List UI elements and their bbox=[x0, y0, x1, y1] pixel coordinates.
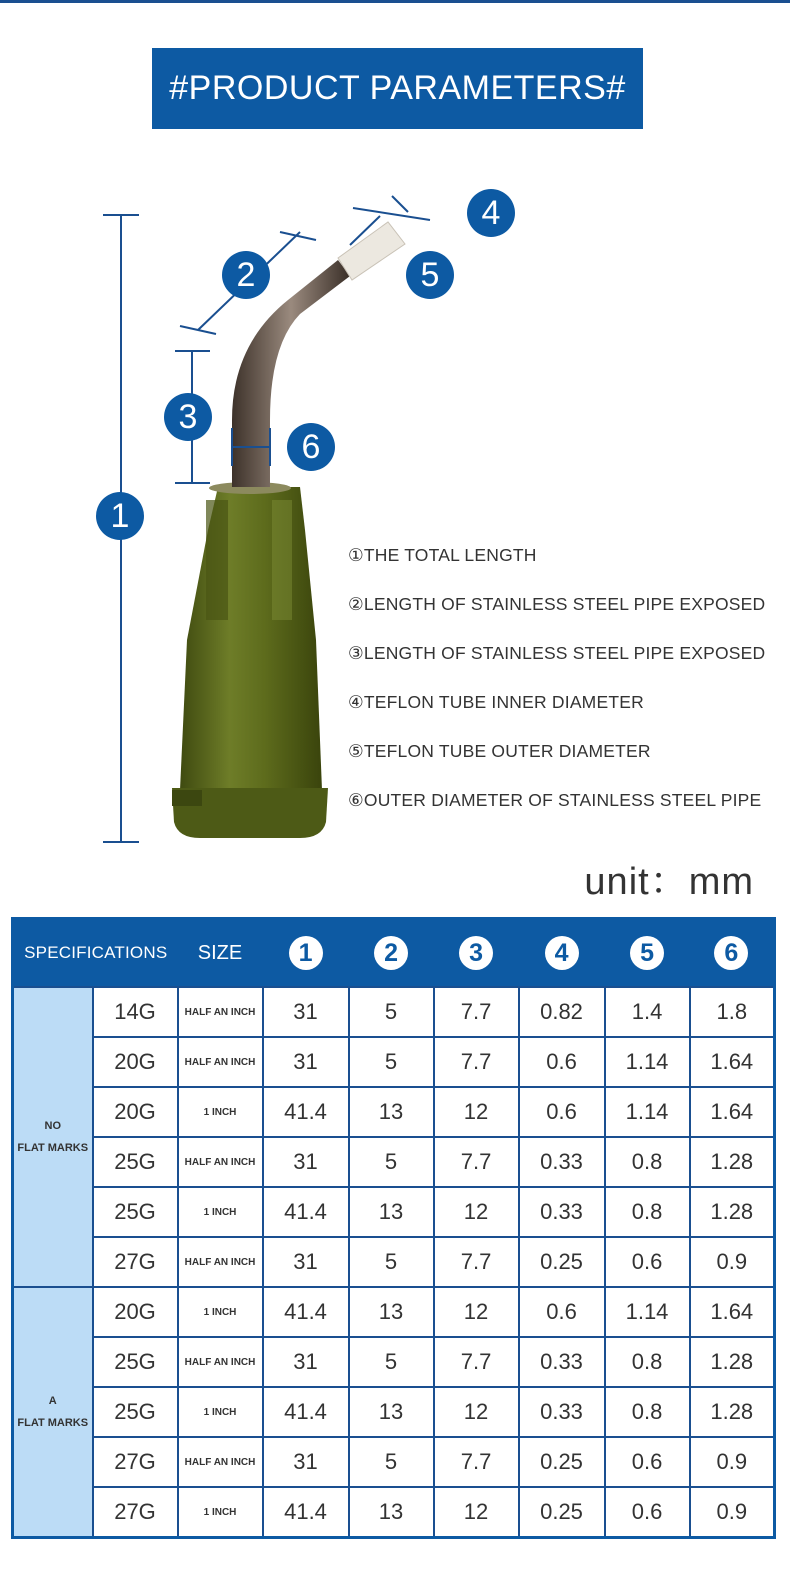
total-length-cell: 31 bbox=[263, 987, 349, 1037]
group-label-cell bbox=[13, 987, 93, 1287]
gauge-cell: 27G bbox=[93, 1237, 178, 1287]
straight-pipe-cell: 7.7 bbox=[434, 1237, 519, 1287]
pipe-diameter-cell: 1.64 bbox=[690, 1087, 775, 1137]
pipe-diameter-cell: 1.28 bbox=[690, 1337, 775, 1387]
callout-2: 2 bbox=[222, 251, 270, 299]
group-label-line2: FLAT MARKS bbox=[17, 1142, 89, 1154]
table-row bbox=[13, 1237, 775, 1287]
total-length-cell: 31 bbox=[263, 1437, 349, 1487]
teflon-outer-cell: 1.4 bbox=[605, 987, 690, 1037]
header-num-3: 3 bbox=[459, 936, 493, 970]
header-num-2: 2 bbox=[374, 936, 408, 970]
straight-pipe-cell: 12 bbox=[434, 1387, 519, 1437]
pipe-diameter-cell: 0.9 bbox=[690, 1237, 775, 1287]
table-row bbox=[13, 987, 775, 1037]
page-title: #PRODUCT PARAMETERS# bbox=[152, 48, 643, 129]
callout-6: 6 bbox=[287, 423, 335, 471]
pipe-diameter-cell: 0.9 bbox=[690, 1487, 775, 1538]
table-row bbox=[13, 1137, 775, 1187]
size-cell: HALF AN INCH bbox=[178, 1337, 263, 1387]
pipe-diameter-cell: 0.9 bbox=[690, 1437, 775, 1487]
bent-pipe-cell: 5 bbox=[349, 1037, 434, 1087]
header-col-5 bbox=[605, 919, 690, 988]
straight-pipe-cell: 7.7 bbox=[434, 1137, 519, 1187]
teflon-outer-cell: 0.6 bbox=[605, 1437, 690, 1487]
teflon-outer-cell: 0.8 bbox=[605, 1337, 690, 1387]
total-length-cell: 41.4 bbox=[263, 1087, 349, 1137]
legend-item-1: ①THE TOTAL LENGTH bbox=[348, 545, 537, 565]
table-row bbox=[13, 1037, 775, 1087]
bent-pipe-cell: 13 bbox=[349, 1287, 434, 1337]
group-label-cell bbox=[13, 1287, 93, 1538]
legend-item-3: ③LENGTH OF STAINLESS STEEL PIPE EXPOSED bbox=[348, 643, 766, 663]
teflon-inner-cell: 0.82 bbox=[519, 987, 605, 1037]
header-col-2 bbox=[349, 919, 434, 988]
size-cell: 1 INCH bbox=[178, 1287, 263, 1337]
total-length-cell: 41.4 bbox=[263, 1387, 349, 1437]
bent-pipe-cell: 13 bbox=[349, 1187, 434, 1237]
total-length-cell: 31 bbox=[263, 1037, 349, 1087]
legend-item-2: ②LENGTH OF STAINLESS STEEL PIPE EXPOSED bbox=[348, 594, 766, 614]
table-row bbox=[13, 1387, 775, 1437]
bent-pipe-cell: 13 bbox=[349, 1087, 434, 1137]
bent-pipe-cell: 5 bbox=[349, 1337, 434, 1387]
size-cell: 1 INCH bbox=[178, 1487, 263, 1538]
callout-5: 5 bbox=[406, 251, 454, 299]
teflon-inner-cell: 0.33 bbox=[519, 1387, 605, 1437]
total-length-cell: 31 bbox=[263, 1337, 349, 1387]
top-rule bbox=[0, 0, 790, 3]
teflon-outer-cell: 0.8 bbox=[605, 1137, 690, 1187]
teflon-inner-cell: 0.6 bbox=[519, 1287, 605, 1337]
total-length-cell: 41.4 bbox=[263, 1487, 349, 1538]
header-size: SIZE bbox=[178, 919, 263, 988]
legend-item-4: ④TEFLON TUBE INNER DIAMETER bbox=[348, 692, 644, 712]
size-cell: HALF AN INCH bbox=[178, 1437, 263, 1487]
unit-label: unit：mm bbox=[584, 861, 754, 903]
table-body bbox=[13, 987, 775, 1538]
teflon-outer-cell: 0.6 bbox=[605, 1487, 690, 1538]
callout-1: 1 bbox=[96, 492, 144, 540]
straight-pipe-cell: 12 bbox=[434, 1187, 519, 1237]
needle-hub bbox=[172, 482, 328, 838]
table-row bbox=[13, 1487, 775, 1538]
header-col-1 bbox=[263, 919, 349, 988]
gauge-cell: 25G bbox=[93, 1187, 178, 1237]
pipe-diameter-cell: 1.28 bbox=[690, 1187, 775, 1237]
legend-item-6: ⑥OUTER DIAMETER OF STAINLESS STEEL PIPE bbox=[348, 790, 762, 810]
straight-pipe-cell: 7.7 bbox=[434, 1037, 519, 1087]
table-row bbox=[13, 1187, 775, 1237]
teflon-outer-cell: 1.14 bbox=[605, 1037, 690, 1087]
size-cell: 1 INCH bbox=[178, 1187, 263, 1237]
spec-table bbox=[11, 917, 776, 1539]
straight-pipe-cell: 12 bbox=[434, 1087, 519, 1137]
pipe-diameter-cell: 1.28 bbox=[690, 1387, 775, 1437]
teflon-inner-cell: 0.33 bbox=[519, 1187, 605, 1237]
gauge-cell: 25G bbox=[93, 1387, 178, 1437]
header-specifications: SPECIFICATIONS bbox=[13, 919, 178, 988]
gauge-cell: 25G bbox=[93, 1137, 178, 1187]
table-row bbox=[13, 1087, 775, 1137]
bent-pipe-cell: 13 bbox=[349, 1487, 434, 1538]
size-cell: 1 INCH bbox=[178, 1387, 263, 1437]
teflon-inner-cell: 0.33 bbox=[519, 1137, 605, 1187]
total-length-cell: 41.4 bbox=[263, 1287, 349, 1337]
size-cell: HALF AN INCH bbox=[178, 987, 263, 1037]
pipe-diameter-cell: 1.64 bbox=[690, 1037, 775, 1087]
bent-pipe-cell: 5 bbox=[349, 1137, 434, 1187]
straight-pipe-cell: 7.7 bbox=[434, 987, 519, 1037]
straight-pipe-cell: 12 bbox=[434, 1487, 519, 1538]
header-num-6: 6 bbox=[714, 936, 748, 970]
group-label-line2: FLAT MARKS bbox=[17, 1417, 89, 1429]
size-cell: HALF AN INCH bbox=[178, 1137, 263, 1187]
header-num-5: 5 bbox=[630, 936, 664, 970]
teflon-inner-cell: 0.25 bbox=[519, 1487, 605, 1538]
size-cell: HALF AN INCH bbox=[178, 1237, 263, 1287]
teflon-inner-cell: 0.25 bbox=[519, 1437, 605, 1487]
teflon-outer-cell: 0.6 bbox=[605, 1237, 690, 1287]
gauge-cell: 25G bbox=[93, 1337, 178, 1387]
legend-item-5: ⑤TEFLON TUBE OUTER DIAMETER bbox=[348, 741, 651, 761]
gauge-cell: 20G bbox=[93, 1287, 178, 1337]
pipe-diameter-cell: 1.8 bbox=[690, 987, 775, 1037]
bent-pipe-cell: 5 bbox=[349, 1237, 434, 1287]
size-cell: HALF AN INCH bbox=[178, 1037, 263, 1087]
gauge-cell: 20G bbox=[93, 1037, 178, 1087]
straight-pipe-cell: 7.7 bbox=[434, 1337, 519, 1387]
callout-3: 3 bbox=[164, 393, 212, 441]
bent-pipe-cell: 5 bbox=[349, 1437, 434, 1487]
teflon-outer-cell: 0.8 bbox=[605, 1387, 690, 1437]
gauge-cell: 27G bbox=[93, 1437, 178, 1487]
gauge-cell: 14G bbox=[93, 987, 178, 1037]
header-col-3 bbox=[434, 919, 519, 988]
teflon-outer-cell: 0.8 bbox=[605, 1187, 690, 1237]
bent-pipe-cell: 13 bbox=[349, 1387, 434, 1437]
teflon-outer-cell: 1.14 bbox=[605, 1087, 690, 1137]
callout-4: 4 bbox=[467, 189, 515, 237]
teflon-inner-cell: 0.25 bbox=[519, 1237, 605, 1287]
straight-pipe-cell: 7.7 bbox=[434, 1437, 519, 1487]
header-num-4: 4 bbox=[545, 936, 579, 970]
total-length-cell: 41.4 bbox=[263, 1187, 349, 1237]
teflon-tube bbox=[338, 222, 405, 280]
straight-pipe-cell: 12 bbox=[434, 1287, 519, 1337]
teflon-inner-cell: 0.6 bbox=[519, 1087, 605, 1137]
table-row bbox=[13, 1437, 775, 1487]
group-label-line1: A bbox=[48, 1395, 57, 1407]
header-col-6 bbox=[690, 919, 775, 988]
gauge-cell: 20G bbox=[93, 1087, 178, 1137]
table-row bbox=[13, 1287, 775, 1337]
teflon-inner-cell: 0.33 bbox=[519, 1337, 605, 1387]
table-header-row bbox=[13, 919, 775, 988]
group-label-line1: NO bbox=[44, 1120, 61, 1132]
pipe-diameter-cell: 1.64 bbox=[690, 1287, 775, 1337]
total-length-cell: 31 bbox=[263, 1137, 349, 1187]
bent-pipe-cell: 5 bbox=[349, 987, 434, 1037]
gauge-cell: 27G bbox=[93, 1487, 178, 1538]
pipe-diameter-cell: 1.28 bbox=[690, 1137, 775, 1187]
header-col-4 bbox=[519, 919, 605, 988]
teflon-inner-cell: 0.6 bbox=[519, 1037, 605, 1087]
size-cell: 1 INCH bbox=[178, 1087, 263, 1137]
teflon-outer-cell: 1.14 bbox=[605, 1287, 690, 1337]
header-num-1: 1 bbox=[289, 936, 323, 970]
total-length-cell: 31 bbox=[263, 1237, 349, 1287]
table-row bbox=[13, 1337, 775, 1387]
